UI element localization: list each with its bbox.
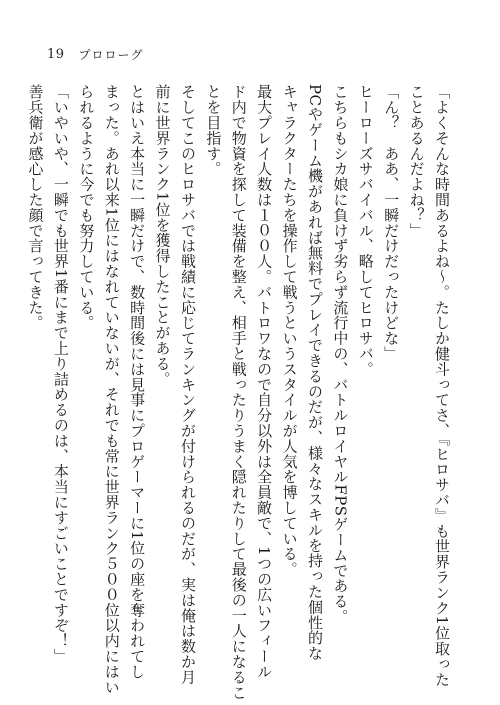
page-number: 19 (47, 46, 65, 62)
vertical-body-text (26, 84, 454, 700)
text-line: まった。あれ以来1位にはなれていないが、それでも常に世界ランク５００位以内にはい (102, 84, 121, 695)
text-line: ヒーローズサバイバル、略してヒロサバ。 (356, 84, 375, 377)
text-line: 前に世界ランク1位を獲得したことがある。 (153, 84, 172, 387)
page-header (47, 44, 144, 64)
text-line: 最大プレイ人数は１００人。バトロワなので自分以外は全員敵で、1つの広いフィール (255, 84, 274, 680)
text-line: 「ん？ ああ、一瞬だけだったけどな」 (382, 84, 401, 362)
chapter-title: プロローグ (78, 47, 144, 62)
text-line: 善兵衛が感心した顔で言ってきた。 (26, 84, 45, 331)
text-line: キャラクターたちを操作して戦うというスタイルが人気を博している。 (280, 84, 299, 577)
text-line: ことあるんだよね？」 (407, 84, 426, 238)
text-line: 「いやいや、一瞬でも世界1番にまで上り詰めるのは、本当にすごいことですぞ！」 (51, 84, 70, 664)
text-line: こちらもシカ娘に負けず劣らず流行中の、バトルロイヤルFPSゲームである。 (331, 84, 350, 625)
text-line: PCやゲーム機があれば無料でプレイできるのだが、様々なスキルを持った個性的な (305, 84, 324, 661)
text-line: そしてこのヒロサバでは戦績に応じてランキングが付けられるのだが、実は俺は数か月 (178, 84, 197, 685)
text-line: とを目指す。 (204, 84, 223, 177)
text-line: ド内で物資を探して装備を整え、相手と戦ったりうまく隠れたりして最後の一人になるこ (229, 84, 248, 700)
text-line: とはいえ本当に一瞬だけで、数時間後には見事にプロゲーマーに1位の座を奪われてし (128, 84, 147, 680)
text-line: 「よくそんな時間あるよね～。たしか健斗ってさ、『ヒロサバ』も世界ランク1位取った (433, 84, 451, 688)
text-line: られるように今でも努力している。 (77, 84, 96, 331)
